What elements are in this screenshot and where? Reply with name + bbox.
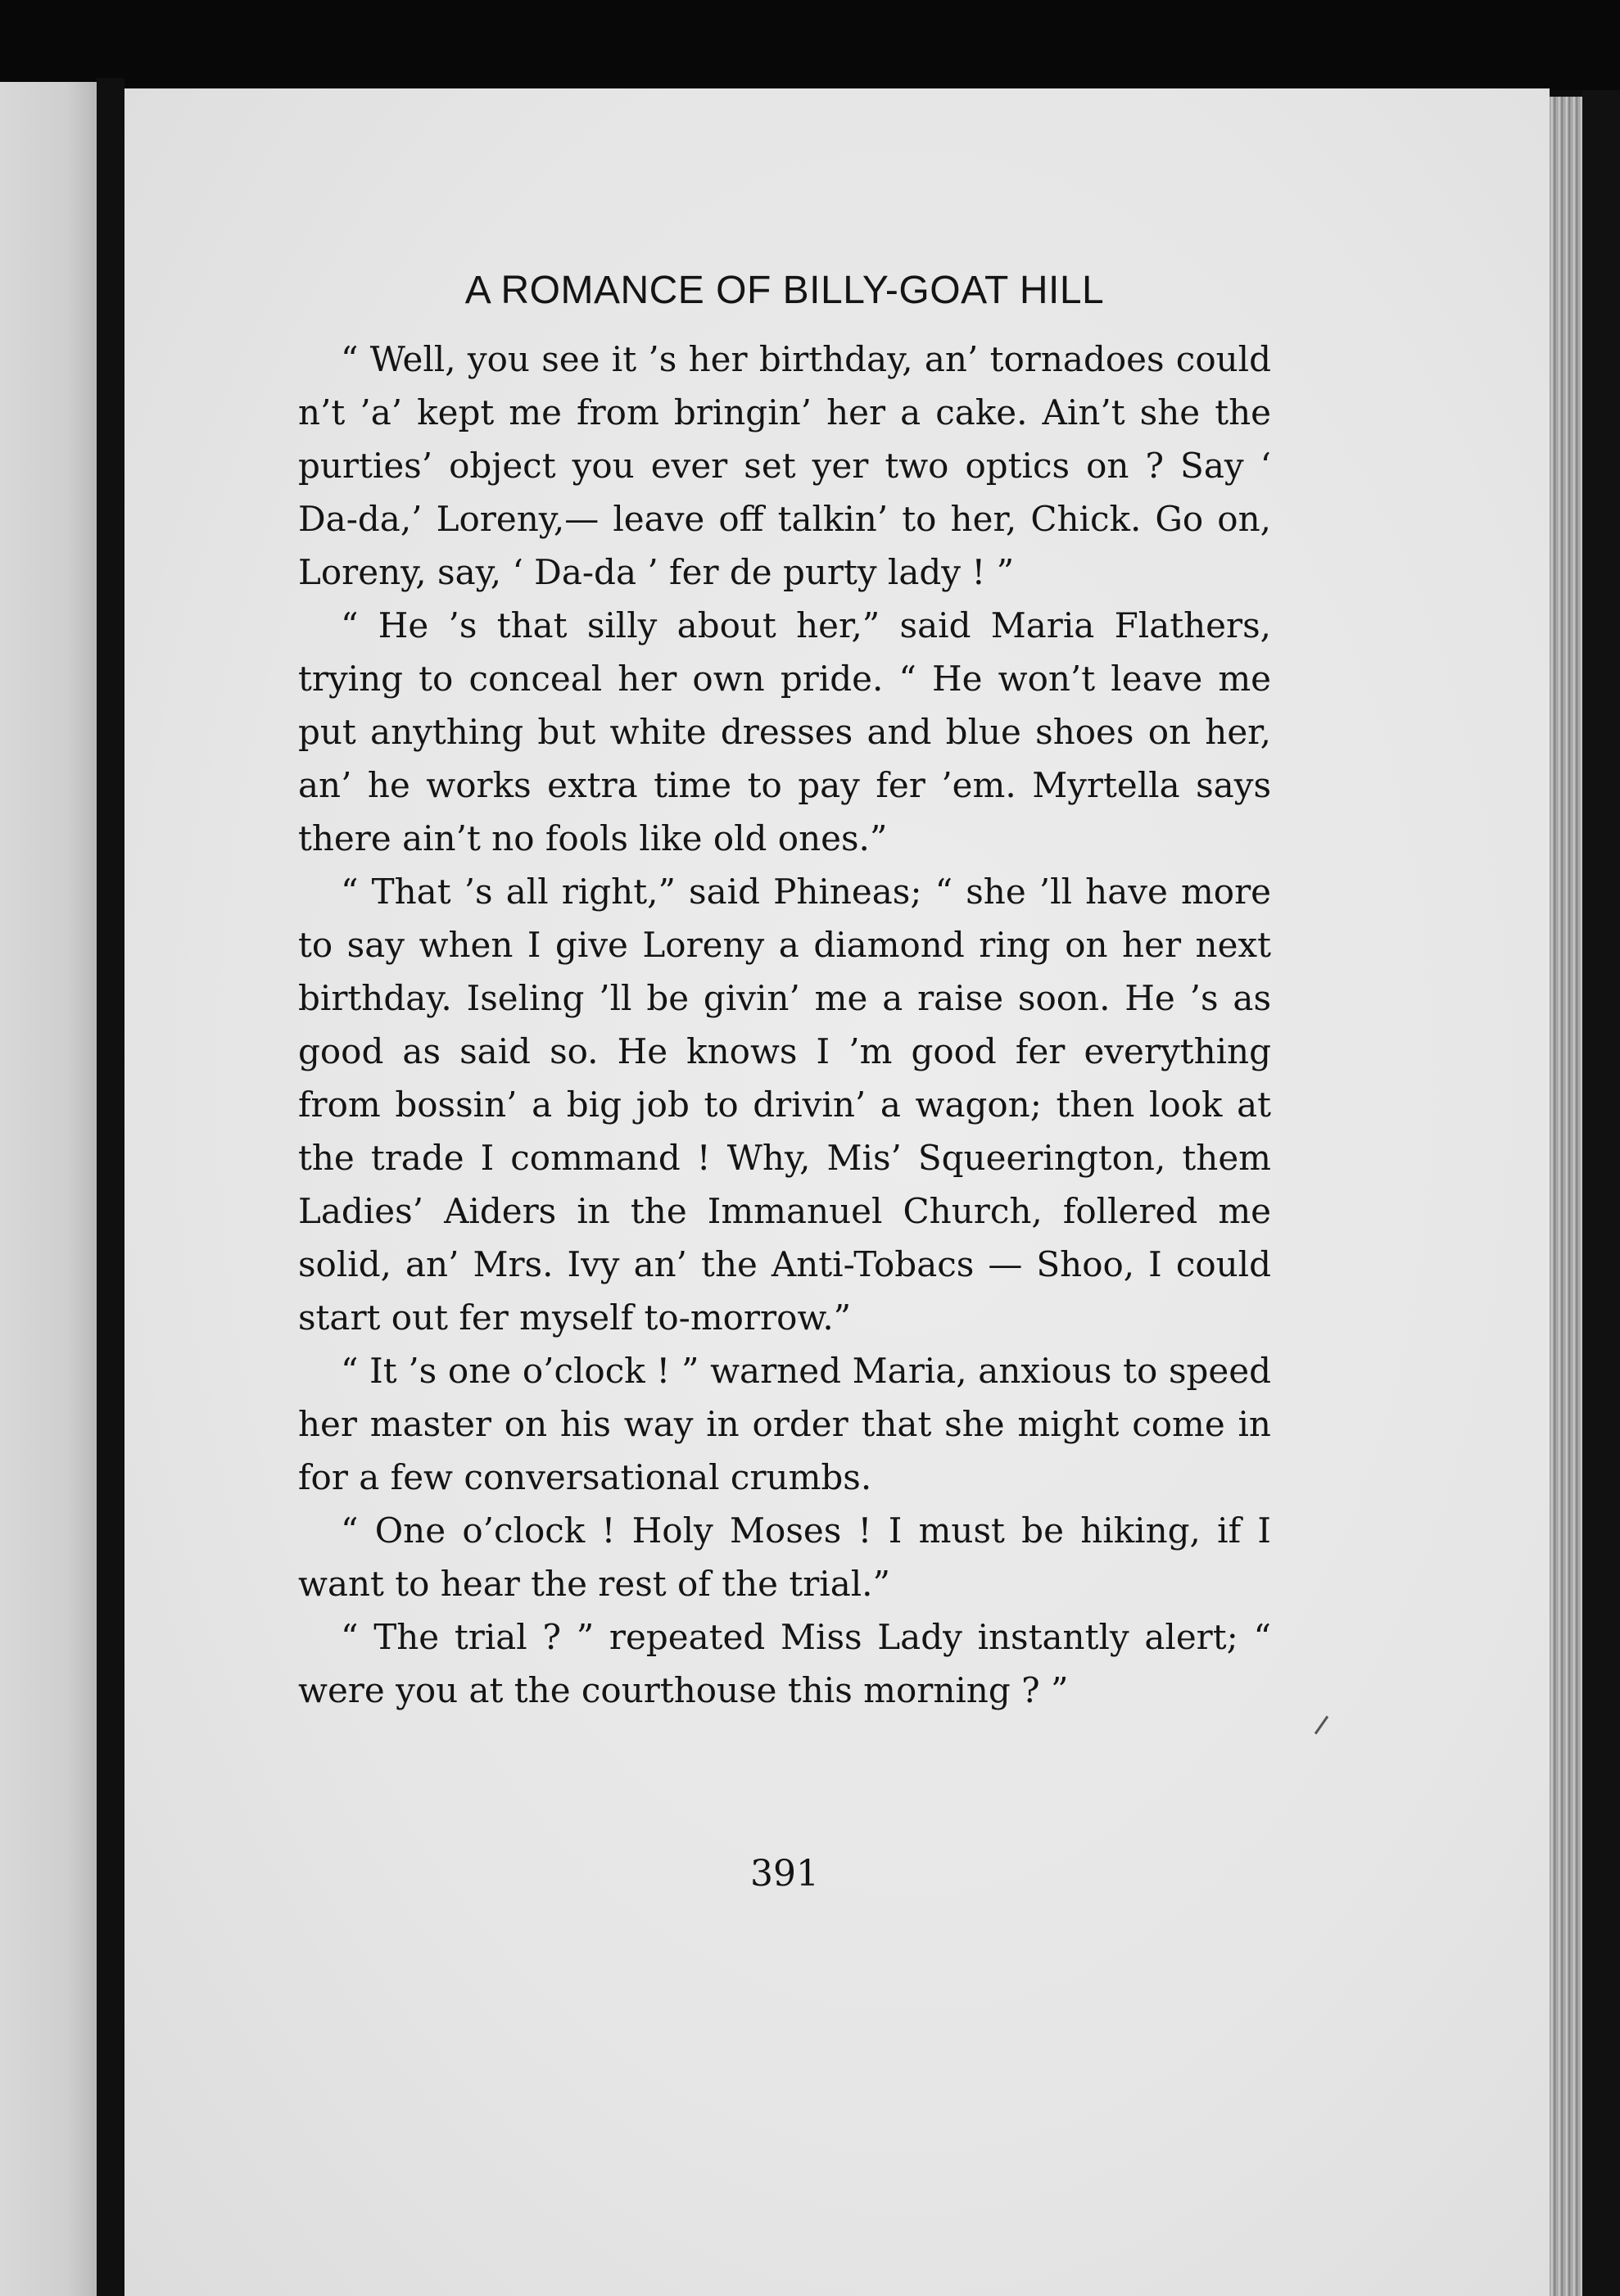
paragraph: “ The trial ? ” repeated Miss Lady instantly alert; “ were you at the courthouse this morning ? ” <box>298 1617 1271 1710</box>
page-number: 391 <box>750 1853 819 1895</box>
page-text-block <box>298 260 1271 1717</box>
paragraph: “ One o’clock ! Holy Moses ! I must be hiking, if I want to hear the rest of the trial.” <box>298 1510 1271 1604</box>
paragraph: “ That ’s all right,” said Phineas; “ she ’ll have more to say when I give Loreny a diamond ring on her next birthday. Iseling ’ll be givin’ me a raise soon. He ’s as good as said so. He knows I ’m good fer everything from bossin’ a big job to drivin’ a wagon; then look at the trade I command ! Why, Mis’ Squeerington, them Ladies’ Aiders in the Immanuel Church, follered me solid, an’ Mrs. Ivy an’ the Anti-Tobacs — Shoo, I could start out fer myself to-morrow.” <box>298 872 1271 1338</box>
paragraph: “ It ’s one o’clock ! ” warned Maria, anxious to speed her master on his way in order that she might come in for a few conversational crumbs. <box>298 1351 1271 1497</box>
book-binding-gutter <box>97 78 124 2296</box>
facing-page-edge <box>0 82 97 2296</box>
running-head: A ROMANCE OF BILLY-GOAT HILL <box>464 269 1105 312</box>
scan-right-border <box>1582 90 1620 2296</box>
paragraph: “ He ’s that silly about her,” said Maria Flathers, trying to conceal her own pride. “ He won’t leave me put anything but white dresses and blue shoes on her, an’ he works extra time to pay fer ’em. Myrtella says there ain’t no fools like old ones.” <box>298 605 1271 858</box>
scan-top-border <box>0 0 1620 90</box>
page-stack-edge <box>1550 97 1582 2296</box>
paragraph: “ Well, you see it ’s her birthday, an’ tornadoes could n’t ’a’ kept me from bringin’ her a cake. Ain’t she the purties’ object you ever set yer two optics on ? Say ‘ Da-da,’ Loreny,— leave off talkin’ to her, Chick. Go on, Loreny, say, ‘ Da-da ’ fer de purty lady ! ” <box>298 339 1271 592</box>
